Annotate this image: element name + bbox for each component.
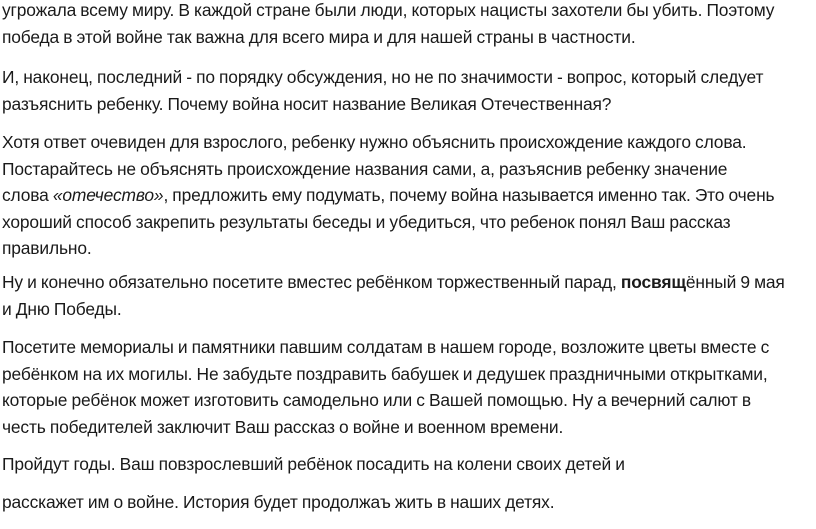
- text-line: Посетите мемориалы и памятники павшим солдатам в нашем городе, возложите цветы вместе с: [2, 337, 770, 357]
- bold-fragment: посвящ: [620, 272, 686, 292]
- text-line: которые ребёнок может изготовить самодельно или с Вашей помощью. Ну а вечерний салют в: [2, 390, 751, 410]
- text-line: и Дню Победы.: [2, 298, 122, 319]
- text-line: [2, 182, 812, 209]
- paragraph-5: [2, 334, 812, 440]
- paragraph-4: [2, 269, 812, 322]
- italic-term: «отечество»: [52, 185, 164, 205]
- text-line: победа в этой войне так важна для всего мира и для нашей страны в частности.: [2, 26, 636, 47]
- text-line: честь победителей заключит Ваш рассказ о войне и военном времени.: [2, 416, 564, 437]
- paragraph-7: [2, 489, 812, 516]
- text-line: Пройдут годы. Ваш повзрослевший ребёнок посадить на колени своих детей и: [2, 454, 625, 474]
- text-line: ребёнком на их могилы. Не забудьте поздравить бабушек и дедушек праздничными открытками,: [2, 363, 768, 384]
- text-line: И, наконец, последний - по порядку обсуждения, но не по значимости - вопрос, который следует: [2, 67, 764, 87]
- text-line: Постарайтесь не объяснять происхождение названия сами, а, разъяснив ребенку значение: [2, 158, 728, 179]
- paragraph-2: [2, 64, 812, 117]
- paragraph-1: [2, 0, 812, 50]
- text-line: расскажет им о войне. История будет продолжаъ жить в наших детях.: [2, 492, 555, 512]
- paragraph-6: [2, 451, 812, 478]
- text-line: угрожала всему миру. В каждой стране были люди, которых нацисты захотели бы убить. Поэтому: [2, 0, 775, 20]
- text-run: слова: [2, 185, 53, 205]
- text-run: , предложить ему подумать, почему война называется именно так. Это очень: [163, 185, 775, 205]
- text-run: Ну и конечно обязательно посетите вместес ребёнком торжественный парад,: [2, 272, 621, 292]
- text-line: Хотя ответ очевиден для взрослого, ребенку нужно объяснить происхождение каждого слова.: [2, 132, 747, 152]
- text-line: [2, 269, 812, 296]
- paragraph-3: [2, 129, 812, 262]
- text-line: хороший способ закрепить результаты беседы и убедиться, что ребенок понял Ваш рассказ: [2, 211, 731, 232]
- text-line: разъяснить ребенку. Почему война носит название Великая Отечественная?: [2, 93, 612, 114]
- text-run: ённый 9 мая: [685, 272, 785, 292]
- text-line: правильно.: [2, 238, 92, 258]
